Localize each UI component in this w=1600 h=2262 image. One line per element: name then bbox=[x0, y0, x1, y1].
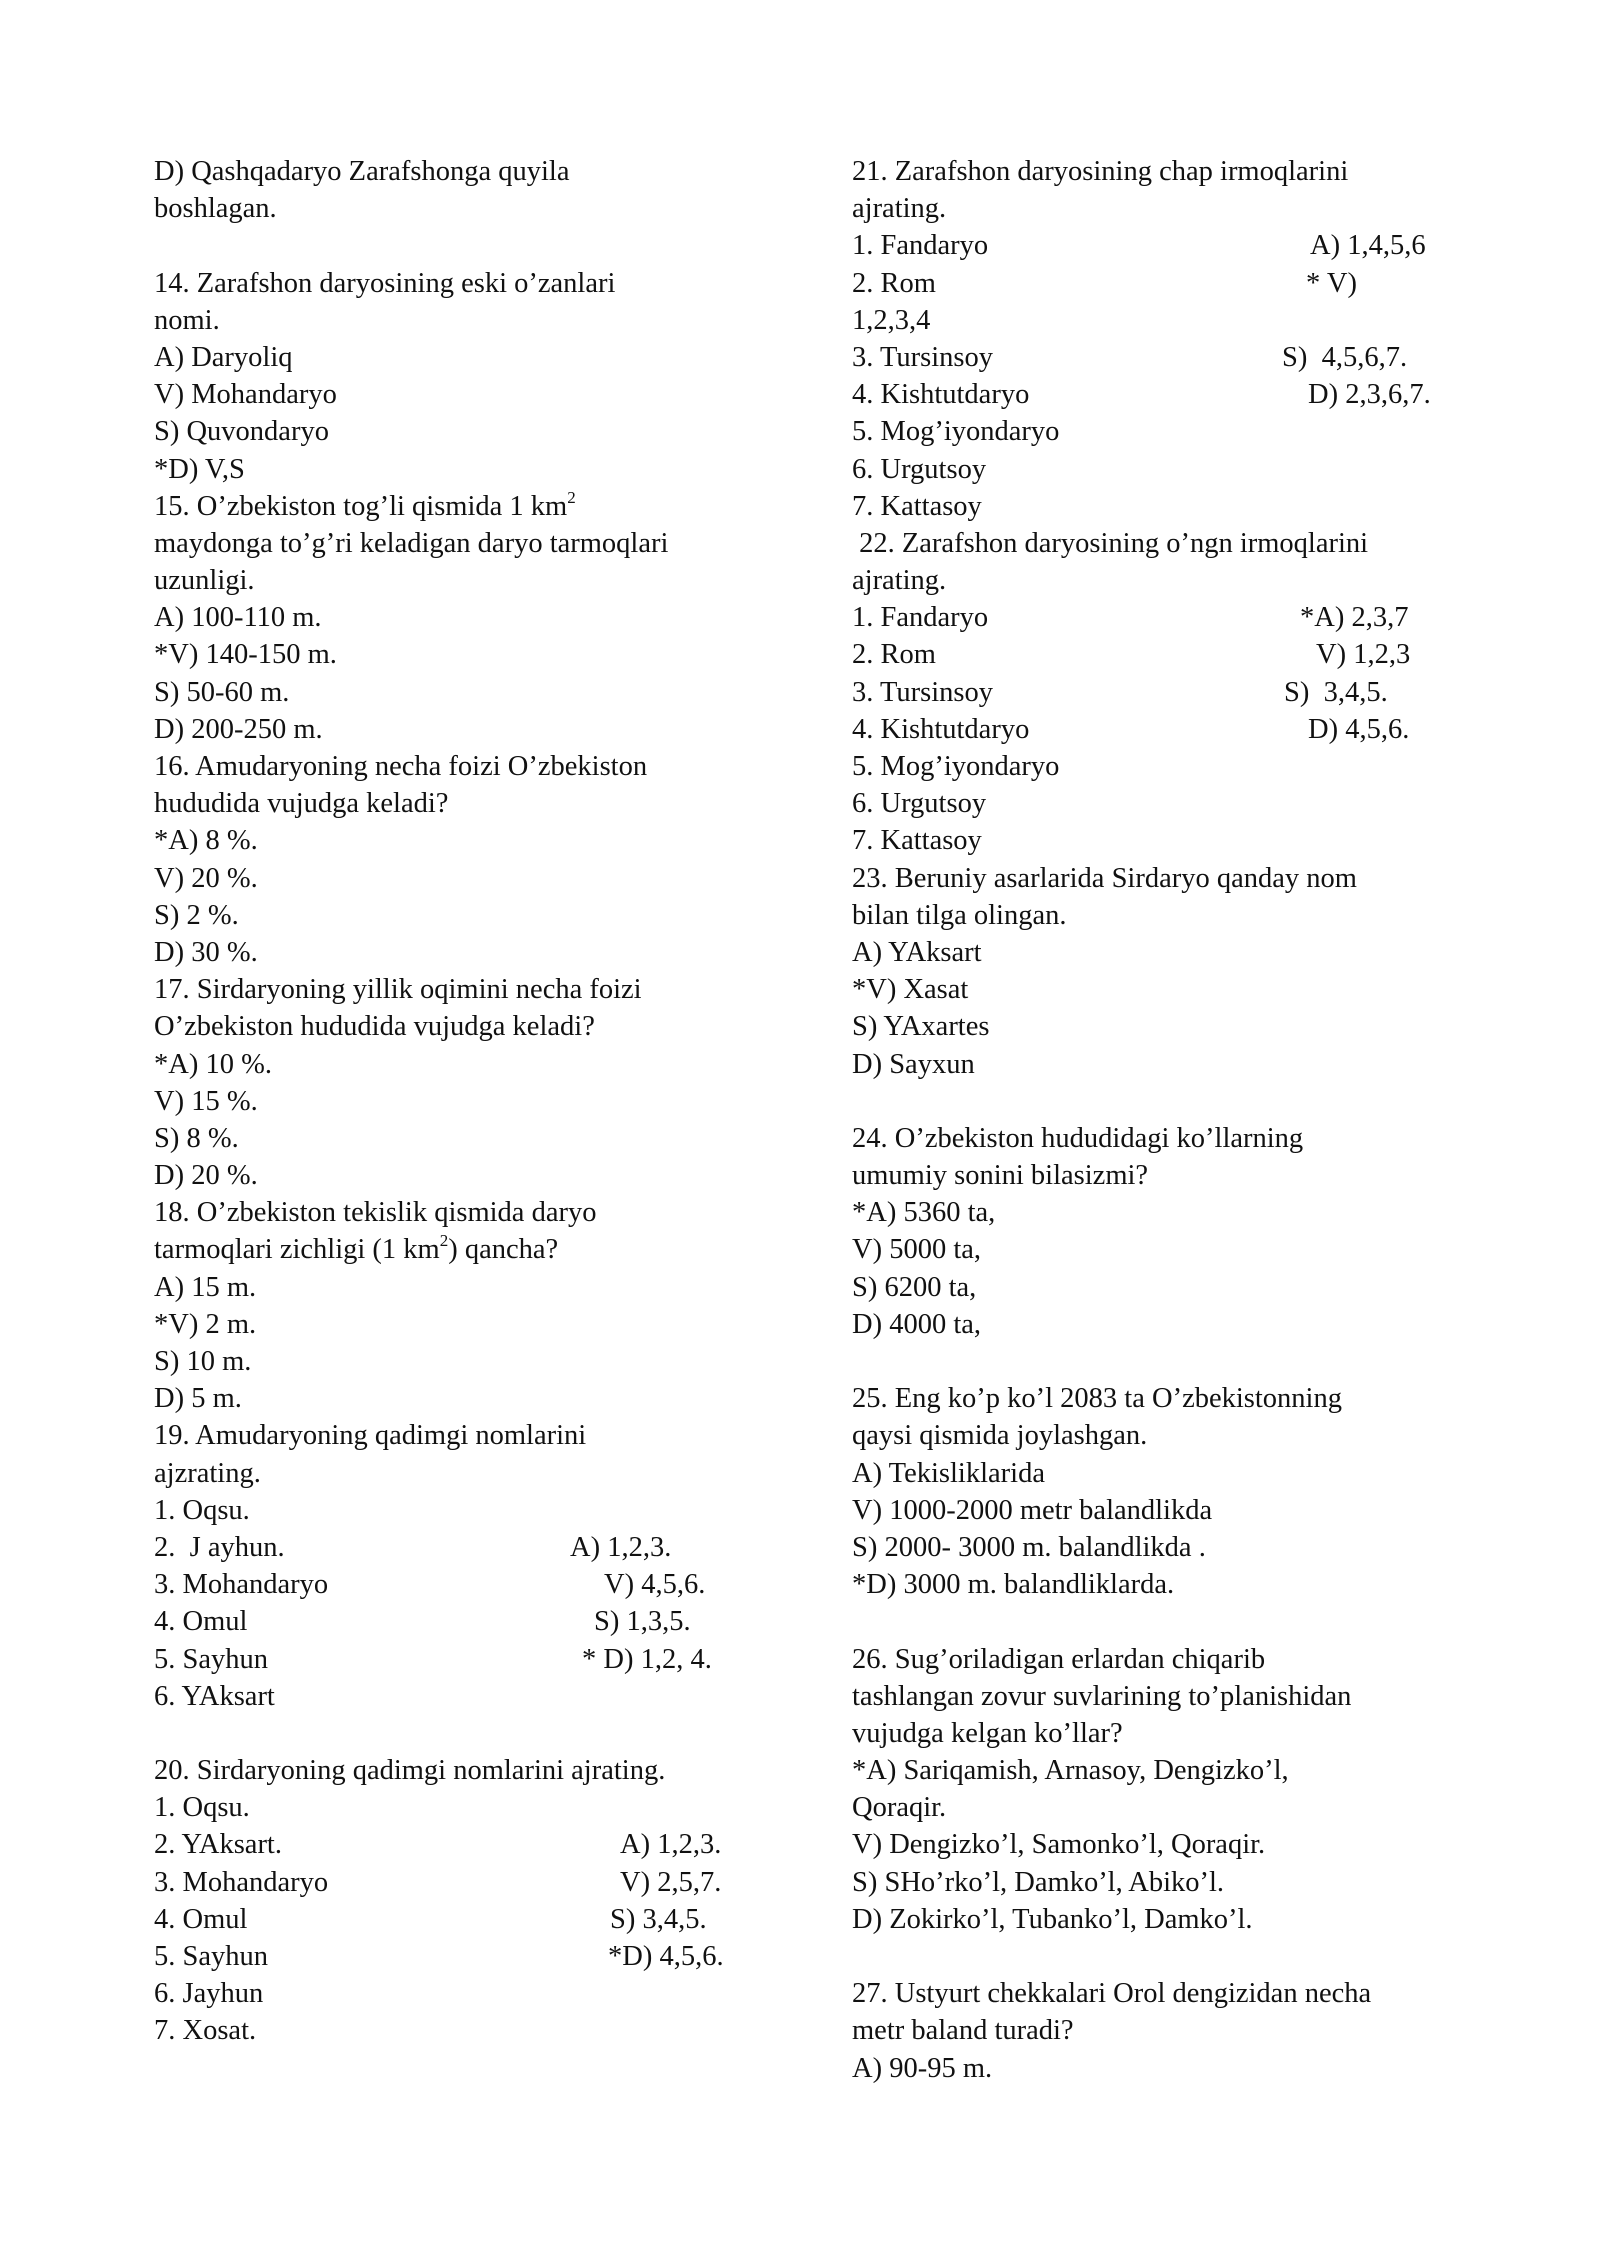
text-line bbox=[852, 339, 1462, 376]
text-line bbox=[852, 488, 1462, 525]
blank-line bbox=[852, 1083, 1462, 1120]
line-text: V) 5000 ta, bbox=[852, 1234, 982, 1266]
left-column bbox=[154, 153, 754, 2050]
line-text: 17. Sirdaryoning yillik oqimini necha foizi bbox=[154, 974, 642, 1006]
line-text: 3. Mohandaryo bbox=[154, 1569, 329, 1601]
line-text: 4. Omul bbox=[154, 1903, 248, 1935]
line-text: 26. Sug’oriladigan erlardan chiqarib bbox=[852, 1643, 1266, 1675]
text-line bbox=[852, 1269, 1462, 1306]
line-text: ajrating. bbox=[852, 193, 947, 225]
text-line bbox=[852, 525, 1462, 562]
answer-option: S) 4,5,6,7. bbox=[1282, 341, 1408, 373]
text-line bbox=[852, 265, 1462, 302]
right-column bbox=[852, 153, 1462, 2087]
line-text: 5. Sayhun bbox=[154, 1643, 268, 1675]
text-line bbox=[852, 302, 1462, 339]
line-text: D) 5 m. bbox=[154, 1383, 242, 1415]
text-line bbox=[154, 1083, 754, 1120]
line-text: umumiy sonini bilasizmi? bbox=[852, 1160, 1149, 1192]
line-text: S) Quvondaryo bbox=[154, 416, 329, 448]
line-text: S) 2000- 3000 m. balandlikda . bbox=[852, 1531, 1206, 1563]
text-line bbox=[852, 1678, 1462, 1715]
line-text: *A) 8 %. bbox=[154, 825, 258, 857]
text-line bbox=[154, 897, 754, 934]
line-text: 6. Urgutsoy bbox=[852, 788, 987, 820]
line-text: 22. Zarafshon daryosining o’ngn irmoqlarini bbox=[852, 527, 1369, 559]
text-line bbox=[852, 190, 1462, 227]
line-text: *D) 3000 m. balandliklarda. bbox=[852, 1569, 1175, 1601]
line-text: S) 2 %. bbox=[154, 899, 239, 931]
line-text: vujudga kelgan ko’llar? bbox=[852, 1717, 1123, 1749]
text-line bbox=[852, 934, 1462, 971]
text-line bbox=[154, 1641, 754, 1678]
line-text: A) Tekisliklarida bbox=[852, 1457, 1045, 1489]
line-text: S) 50-60 m. bbox=[154, 676, 290, 708]
blank-line bbox=[852, 1938, 1462, 1975]
answer-option: D) 2,3,6,7. bbox=[1308, 379, 1431, 411]
blank-line bbox=[154, 227, 754, 264]
text-line bbox=[154, 488, 754, 525]
text-line bbox=[852, 785, 1462, 822]
line-text: V) Mohandaryo bbox=[154, 379, 337, 411]
text-line bbox=[852, 1417, 1462, 1454]
answer-option: D) 4,5,6. bbox=[1308, 713, 1410, 745]
blank-line bbox=[852, 1603, 1462, 1640]
line-text: 24. O’zbekiston hududidagi ko’llarning bbox=[852, 1122, 1304, 1154]
line-text: A) 100-110 m. bbox=[154, 602, 322, 634]
text-line bbox=[852, 1455, 1462, 1492]
text-line bbox=[154, 711, 754, 748]
line-text: D) 30 %. bbox=[154, 936, 258, 968]
text-line bbox=[852, 1157, 1462, 1194]
line-text: hududida vujudga keladi? bbox=[154, 788, 449, 820]
line-text: D) Sayxun bbox=[852, 1048, 975, 1080]
line-text: Qoraqir. bbox=[852, 1792, 947, 1824]
text-line bbox=[154, 599, 754, 636]
blank-line bbox=[154, 1715, 754, 1752]
line-text: A) 90-95 m. bbox=[852, 2052, 993, 2084]
answer-option: *D) 4,5,6. bbox=[608, 1941, 724, 1972]
line-text: D) Qashqadaryo Zarafshonga quyila bbox=[154, 156, 570, 187]
line-text: 5. Mog’iyondaryo bbox=[852, 416, 1060, 448]
line-text: *A) Sariqamish, Arnasoy, Dengizko’l, bbox=[852, 1755, 1289, 1787]
line-text: metr baland turadi? bbox=[852, 2015, 1074, 2047]
text-line bbox=[852, 748, 1462, 785]
text-line bbox=[154, 339, 754, 376]
text-line bbox=[154, 1343, 754, 1380]
line-text: 21. Zarafshon daryosining chap irmoqlarini bbox=[852, 156, 1349, 187]
line-text: 3. Tursinsoy bbox=[852, 341, 993, 373]
answer-option: V) 2,5,7. bbox=[620, 1866, 722, 1898]
text-line bbox=[154, 1826, 754, 1863]
text-line bbox=[852, 636, 1462, 673]
text-line bbox=[852, 674, 1462, 711]
line-text: S) YAxartes bbox=[852, 1011, 990, 1043]
answer-option: A) 1,4,5,6 bbox=[1310, 230, 1426, 262]
text-line bbox=[852, 971, 1462, 1008]
text-line bbox=[154, 1864, 754, 1901]
text-line bbox=[154, 265, 754, 302]
line-text: uzunligi. bbox=[154, 565, 255, 597]
text-line bbox=[154, 860, 754, 897]
line-text: tarmoqlari zichligi (1 km bbox=[154, 1234, 440, 1266]
line-text: 1. Oqsu. bbox=[154, 1494, 250, 1526]
text-line bbox=[852, 1975, 1462, 2012]
text-line bbox=[154, 1603, 754, 1640]
answer-option: *A) 2,3,7 bbox=[1300, 602, 1409, 634]
line-text: 3. Tursinsoy bbox=[852, 676, 993, 708]
text-line bbox=[852, 1752, 1462, 1789]
line-text: boshlagan. bbox=[154, 193, 277, 225]
text-line bbox=[154, 1529, 754, 1566]
line-text: 3. Mohandaryo bbox=[154, 1866, 329, 1898]
line-text: 4. Omul bbox=[154, 1606, 248, 1638]
line-text: 7. Kattasoy bbox=[852, 825, 982, 857]
line-text: 6. Jayhun bbox=[154, 1978, 264, 2010]
line-text: 19. Amudaryoning qadimgi nomlarini bbox=[154, 1420, 587, 1452]
text-line bbox=[154, 636, 754, 673]
line-text: 4. Kishtutdaryo bbox=[852, 379, 1030, 411]
line-text: 7. Xosat. bbox=[154, 2015, 257, 2047]
line-text: 2. Rom bbox=[852, 267, 936, 299]
text-line bbox=[852, 2012, 1462, 2049]
text-line bbox=[154, 934, 754, 971]
text-line bbox=[852, 822, 1462, 859]
text-line bbox=[154, 1678, 754, 1715]
line-text: 2. J ayhun. bbox=[154, 1531, 285, 1563]
text-line bbox=[154, 2012, 754, 2049]
line-text: 2. Rom bbox=[852, 639, 936, 671]
text-line bbox=[852, 1492, 1462, 1529]
text-line bbox=[852, 711, 1462, 748]
line-text-after: ) qancha? bbox=[448, 1234, 559, 1266]
text-line bbox=[154, 302, 754, 339]
text-line bbox=[154, 674, 754, 711]
blank-line bbox=[852, 1343, 1462, 1380]
line-text: D) 20 %. bbox=[154, 1160, 258, 1192]
text-line bbox=[852, 1194, 1462, 1231]
answer-option: S) 1,3,5. bbox=[594, 1606, 691, 1638]
line-text: 15. O’zbekiston tog’li qismida 1 km bbox=[154, 490, 568, 522]
text-line bbox=[852, 1826, 1462, 1863]
text-line bbox=[852, 1306, 1462, 1343]
line-text: 20. Sirdaryoning qadimgi nomlarini ajrating. bbox=[154, 1755, 666, 1787]
line-text: S) 8 %. bbox=[154, 1122, 239, 1154]
text-line bbox=[154, 1901, 754, 1938]
text-line bbox=[852, 376, 1462, 413]
text-line bbox=[154, 376, 754, 413]
text-line bbox=[852, 227, 1462, 264]
line-text: A) Daryoliq bbox=[154, 341, 293, 373]
text-line bbox=[154, 1008, 754, 1045]
line-text: maydonga to’g’ri keladigan daryo tarmoqlari bbox=[154, 527, 669, 559]
line-text: A) 15 m. bbox=[154, 1271, 257, 1303]
text-line bbox=[154, 190, 754, 227]
line-text: 16. Amudaryoning necha foizi O’zbekiston bbox=[154, 751, 648, 782]
text-line bbox=[852, 1529, 1462, 1566]
text-line bbox=[154, 1380, 754, 1417]
line-text: *D) V,S bbox=[154, 453, 245, 485]
text-line bbox=[154, 1789, 754, 1826]
text-line bbox=[852, 451, 1462, 488]
text-line bbox=[154, 822, 754, 859]
text-line bbox=[154, 1194, 754, 1231]
line-text: V) 1000-2000 metr balandlikda bbox=[852, 1494, 1213, 1526]
text-line bbox=[154, 1455, 754, 1492]
text-line bbox=[852, 1231, 1462, 1268]
text-line bbox=[154, 153, 754, 190]
text-line bbox=[852, 1715, 1462, 1752]
text-line bbox=[154, 1938, 754, 1975]
line-text: V) 20 %. bbox=[154, 862, 258, 894]
line-text: 1. Fandaryo bbox=[852, 230, 989, 262]
text-line bbox=[852, 1008, 1462, 1045]
line-text: A) YAksart bbox=[852, 936, 982, 968]
answer-option: S) 3,4,5. bbox=[1284, 676, 1388, 708]
line-text: *A) 10 %. bbox=[154, 1048, 272, 1080]
line-text: *V) 140-150 m. bbox=[154, 639, 337, 671]
text-line bbox=[154, 971, 754, 1008]
text-line bbox=[852, 1641, 1462, 1678]
line-text: 23. Beruniy asarlarida Sirdaryo qanday nom bbox=[852, 862, 1357, 894]
answer-option: A) 1,2,3. bbox=[620, 1829, 722, 1861]
line-text: 5. Mog’iyondaryo bbox=[852, 751, 1060, 782]
text-line bbox=[154, 525, 754, 562]
text-line bbox=[852, 1901, 1462, 1938]
superscript: 2 bbox=[439, 1231, 449, 1251]
text-line bbox=[852, 1120, 1462, 1157]
text-line bbox=[852, 1046, 1462, 1083]
text-line bbox=[154, 1492, 754, 1529]
text-line bbox=[852, 1566, 1462, 1603]
text-line bbox=[852, 562, 1462, 599]
line-text: 4. Kishtutdaryo bbox=[852, 713, 1030, 745]
line-text: bilan tilga olingan. bbox=[852, 899, 1067, 931]
text-line bbox=[154, 748, 754, 785]
text-line bbox=[154, 1752, 754, 1789]
line-text: S) 10 m. bbox=[154, 1346, 252, 1377]
line-text: V) 15 %. bbox=[154, 1085, 258, 1117]
line-text: 25. Eng ko’p ko’l 2083 ta O’zbekistonning bbox=[852, 1383, 1342, 1415]
text-line bbox=[852, 1789, 1462, 1826]
answer-option: * V) bbox=[1306, 267, 1357, 299]
answer-option: A) 1,2,3. bbox=[570, 1531, 672, 1563]
text-line bbox=[852, 860, 1462, 897]
line-text: 2. YAksart. bbox=[154, 1829, 282, 1861]
line-text: 18. O’zbekiston tekislik qismida daryo bbox=[154, 1197, 597, 1229]
line-text: 1. Fandaryo bbox=[852, 602, 989, 634]
text-line bbox=[852, 2050, 1462, 2087]
line-text: D) 200-250 m. bbox=[154, 713, 323, 745]
text-line bbox=[154, 413, 754, 450]
line-text: *V) Xasat bbox=[852, 974, 969, 1006]
text-line bbox=[852, 897, 1462, 934]
text-line bbox=[154, 1566, 754, 1603]
line-text: 1. Oqsu. bbox=[154, 1792, 250, 1824]
line-text: 6. YAksart bbox=[154, 1680, 275, 1712]
text-line bbox=[154, 1157, 754, 1194]
line-text: *A) 5360 ta, bbox=[852, 1197, 996, 1229]
text-line bbox=[154, 1120, 754, 1157]
answer-option: V) 1,2,3 bbox=[1316, 639, 1411, 671]
line-text: ajrating. bbox=[852, 565, 947, 597]
text-line bbox=[852, 153, 1462, 190]
line-text: 7. Kattasoy bbox=[852, 490, 982, 522]
line-text: V) Dengizko’l, Samonko’l, Qoraqir. bbox=[852, 1829, 1266, 1861]
line-text: 27. Ustyurt chekkalari Orol dengizidan necha bbox=[852, 1978, 1372, 2010]
line-text: 6. Urgutsoy bbox=[852, 453, 987, 485]
line-text: S) 6200 ta, bbox=[852, 1271, 977, 1303]
line-text: O’zbekiston hududida vujudga keladi? bbox=[154, 1011, 595, 1043]
text-line bbox=[154, 1417, 754, 1454]
answer-option: V) 4,5,6. bbox=[604, 1569, 706, 1601]
line-text: 1,2,3,4 bbox=[852, 304, 931, 336]
text-line bbox=[154, 1231, 754, 1268]
line-text: nomi. bbox=[154, 304, 220, 336]
text-line bbox=[852, 413, 1462, 450]
line-text: D) Zokirko’l, Tubanko’l, Damko’l. bbox=[852, 1903, 1253, 1935]
line-text: 5. Sayhun bbox=[154, 1941, 268, 1972]
text-line bbox=[154, 1975, 754, 2012]
line-text: S) SHo’rko’l, Damko’l, Abiko’l. bbox=[852, 1866, 1225, 1898]
text-line bbox=[154, 562, 754, 599]
line-text: qaysi qismida joylashgan. bbox=[852, 1420, 1148, 1452]
line-text: *V) 2 m. bbox=[154, 1308, 257, 1340]
answer-option: S) 3,4,5. bbox=[610, 1903, 707, 1935]
text-line bbox=[852, 1864, 1462, 1901]
text-line bbox=[154, 451, 754, 488]
answer-option: * D) 1,2, 4. bbox=[582, 1643, 712, 1675]
line-text: 14. Zarafshon daryosining eski o’zanlari bbox=[154, 267, 616, 299]
text-line bbox=[154, 785, 754, 822]
text-line bbox=[154, 1046, 754, 1083]
line-text: D) 4000 ta, bbox=[852, 1308, 982, 1340]
line-text: ajzrating. bbox=[154, 1457, 261, 1489]
text-line bbox=[852, 1380, 1462, 1417]
line-text: tashlangan zovur suvlarining to’planishidan bbox=[852, 1680, 1352, 1712]
text-line bbox=[852, 599, 1462, 636]
text-line bbox=[154, 1269, 754, 1306]
text-line bbox=[154, 1306, 754, 1343]
superscript: 2 bbox=[567, 487, 576, 507]
